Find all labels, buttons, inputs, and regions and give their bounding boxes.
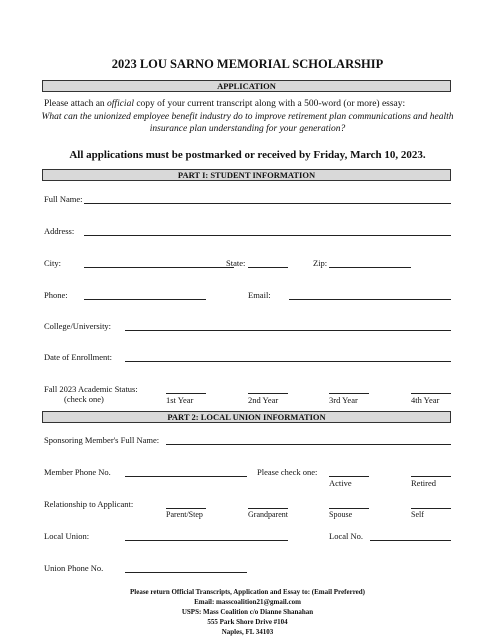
status-1st-checkbox[interactable]: [166, 393, 206, 394]
part2-header: PART 2: LOCAL UNION INFORMATION: [42, 411, 451, 423]
intro-text: Please attach an official copy of your current transcript along with a 500-word (or more) essay:: [44, 99, 406, 109]
retired-label: Retired: [411, 478, 437, 488]
grandparent-label: Grandparent: [248, 510, 288, 519]
address-field[interactable]: [84, 235, 451, 236]
self-checkbox[interactable]: [411, 508, 451, 509]
state-label: State:: [226, 258, 246, 268]
parent-label: Parent/Step: [166, 510, 203, 519]
status-1st-label: 1st Year: [166, 395, 194, 405]
college-label: College/University:: [44, 321, 112, 331]
email-field[interactable]: [289, 299, 451, 300]
footer-email[interactable]: Email: masscoalition21@gmail.com: [194, 598, 301, 606]
full-name-field[interactable]: [84, 203, 451, 204]
member-phone-field[interactable]: [125, 476, 247, 477]
grandparent-checkbox[interactable]: [248, 508, 288, 509]
sponsor-label: Sponsoring Member's Full Name:: [44, 435, 160, 445]
application-header: APPLICATION: [42, 80, 451, 92]
status-3rd-label: 3rd Year: [329, 395, 358, 405]
retired-checkbox[interactable]: [411, 476, 451, 477]
local-union-field[interactable]: [125, 540, 288, 541]
email-label: Email:: [248, 290, 271, 300]
spouse-checkbox[interactable]: [329, 508, 369, 509]
self-label: Self: [411, 510, 424, 519]
status-2nd-label: 2nd Year: [248, 395, 279, 405]
deadline-notice: All applications must be postmarked or received by Friday, March 10, 2023.: [69, 149, 426, 161]
phone-label: Phone:: [44, 290, 68, 300]
parent-checkbox[interactable]: [166, 508, 206, 509]
union-phone-field[interactable]: [125, 572, 247, 573]
local-no-label: Local No.: [329, 531, 363, 541]
state-field[interactable]: [248, 267, 288, 268]
zip-field[interactable]: [329, 267, 411, 268]
address-label: Address:: [44, 226, 75, 236]
footer-return-instructions: Please return Official Transcripts, Application and Essay to: (Email Preferred): [130, 588, 365, 596]
enrollment-label: Date of Enrollment:: [44, 352, 112, 362]
status-hint: (check one): [64, 394, 104, 404]
city-label: City:: [44, 258, 62, 268]
zip-label: Zip:: [313, 258, 328, 268]
status-2nd-checkbox[interactable]: [248, 393, 288, 394]
member-phone-label: Member Phone No.: [44, 467, 111, 477]
local-no-field[interactable]: [370, 540, 451, 541]
part1-header: PART I: STUDENT INFORMATION: [42, 169, 451, 181]
status-label: Fall 2023 Academic Status:: [44, 384, 138, 394]
check-one-label: Please check one:: [257, 467, 318, 477]
full-name-label: Full Name:: [44, 194, 83, 204]
active-label: Active: [329, 478, 352, 488]
footer-usps: USPS: Mass Coalition c/o Dianne Shanahan: [181, 608, 314, 616]
sponsor-field[interactable]: [166, 444, 451, 445]
page-title: 2023 LOU SARNO MEMORIAL SCHOLARSHIP: [111, 57, 384, 71]
footer-city: Naples, FL 34103: [221, 628, 274, 636]
enrollment-field[interactable]: [125, 361, 451, 362]
phone-field[interactable]: [84, 299, 206, 300]
status-4th-checkbox[interactable]: [411, 393, 451, 394]
union-phone-label: Union Phone No.: [44, 563, 104, 573]
status-4th-label: 4th Year: [411, 395, 440, 405]
spouse-label: Spouse: [329, 510, 353, 519]
active-checkbox[interactable]: [329, 476, 369, 477]
essay-question: What can the unionized employee benefit industry do to improve retirement plan communications and health insurance plan understanding for your generation?: [41, 112, 454, 134]
local-union-label: Local Union:: [44, 531, 90, 541]
status-3rd-checkbox[interactable]: [329, 393, 369, 394]
college-field[interactable]: [125, 330, 451, 331]
footer-street: 555 Park Shore Drive #104: [207, 618, 288, 626]
relationship-label: Relationship to Applicant:: [44, 499, 134, 509]
city-field[interactable]: [84, 267, 234, 268]
